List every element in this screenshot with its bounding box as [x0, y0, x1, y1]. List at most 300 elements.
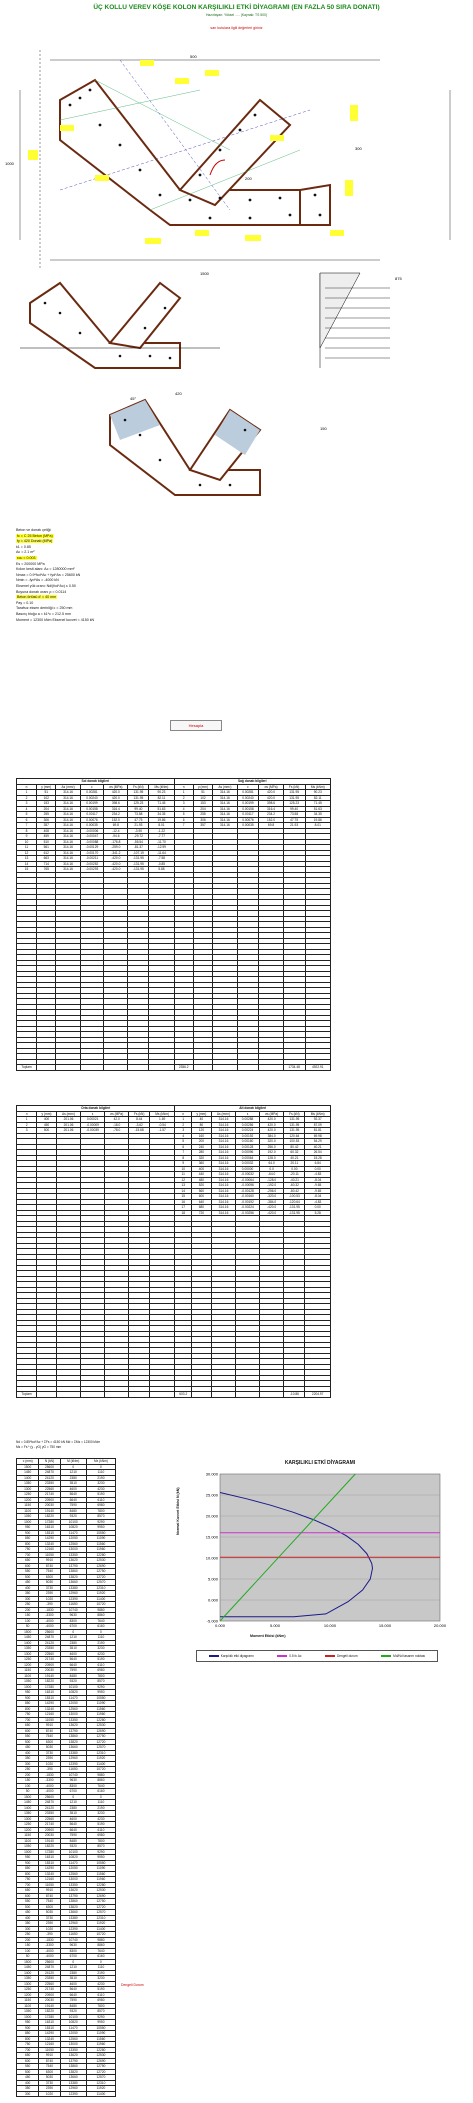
table-cell: 314.16: [211, 1188, 235, 1194]
table-cell: 8480: [60, 1673, 86, 1679]
table-cell: 11560: [86, 1541, 115, 1547]
table-cell: 12280: [86, 1717, 115, 1723]
table-cell: 1450: [17, 1800, 39, 1806]
table-cell: 1050: [17, 1844, 39, 1850]
table-cell: 600: [17, 2058, 39, 2064]
table-cell: 153: [193, 801, 212, 807]
table-cell: 201.06: [56, 1117, 80, 1123]
table-cell: 357: [193, 823, 212, 829]
table-cell: 13790: [60, 1563, 86, 1569]
table-cell: [259, 1065, 283, 1071]
table-cell: 255: [37, 812, 56, 818]
table-cell: 13790: [60, 1893, 86, 1899]
table-cell: -0.54: [149, 1122, 175, 1128]
table-cell: -3300: [39, 1943, 60, 1949]
table-cell: 420.0: [259, 1122, 284, 1128]
table-cell: 1350: [17, 1811, 39, 1817]
table-cell: 12390: [60, 2091, 86, 2097]
table-cell: 131.95: [284, 1117, 305, 1123]
table-cell: 650: [17, 1558, 39, 1564]
table-cell: -11.70: [149, 839, 174, 845]
table-cell: 500: [17, 1739, 39, 1745]
table-cell: 81.81: [305, 1128, 331, 1134]
table-cell: 90.23: [305, 790, 330, 796]
table-cell: -0.00009: [81, 1122, 105, 1128]
table-cell: -12.99: [149, 845, 174, 851]
column-header: M (kNm): [60, 1459, 86, 1465]
table-cell: 47.75: [128, 817, 149, 823]
table-cell: 0.00032: [236, 1161, 260, 1167]
table-cell: 11560: [86, 1871, 115, 1877]
table-cell: 17280: [39, 2014, 60, 2020]
table-cell: 12310: [86, 1750, 115, 1756]
table-cell: 2: [174, 795, 193, 801]
table-cell: 12160: [39, 1712, 60, 1718]
table-cell: 314.16: [56, 812, 80, 818]
total-value: 2356.2: [174, 1065, 193, 1071]
table-cell: 1210: [60, 1470, 86, 1476]
table-cell: [56, 1392, 80, 1398]
table-cell: 10100: [60, 1519, 86, 1525]
table-cell: 480: [192, 1177, 212, 1183]
table-cell: 2390: [39, 1756, 60, 1762]
table-cell: -0.00256: [236, 1210, 260, 1216]
table-cell: 40: [192, 1117, 212, 1123]
table-cell: 11560: [86, 2036, 115, 2042]
cover-input[interactable]: Beton örtüsü d' = 40 mm: [17, 595, 57, 600]
ecu-input[interactable]: εcu = 0.003: [17, 555, 36, 560]
table-cell: 10100: [60, 1684, 86, 1690]
column-header: As (mm²): [211, 1111, 235, 1117]
table-cell: 12720: [86, 2069, 115, 2075]
table-cell: 1350: [17, 1646, 39, 1652]
table-cell: 12720: [86, 1574, 115, 1580]
table-cell: 600: [17, 1893, 39, 1899]
table-cell: 6110: [86, 1497, 115, 1503]
table-cell: [259, 1392, 284, 1398]
table-cell: 384.0: [259, 1133, 284, 1139]
y-tick-label: 5.000: [207, 1576, 218, 1582]
legend-label: 0.5 fc Ac: [289, 1654, 302, 1658]
table-cell: -0.00096: [236, 1183, 260, 1189]
table-cell: 550: [17, 1734, 39, 1740]
total-value: -10.86: [284, 1392, 305, 1398]
table-cell: 12960: [60, 2086, 86, 2092]
table-cell: 2380: [60, 1970, 86, 1976]
table-cell: 314.16: [211, 1155, 235, 1161]
table-cell: -1830: [39, 1607, 60, 1613]
table-cell: 11050: [39, 1552, 60, 1558]
table-cell: 7540: [39, 1899, 60, 1905]
table-cell: 13380: [60, 1585, 86, 1591]
table-cell: 10720: [86, 1602, 115, 1608]
table-cell: 300: [17, 2091, 39, 2097]
table-cell: -4.83: [305, 1199, 331, 1205]
table-cell: 5640: [60, 1657, 86, 1663]
table-cell: 18220: [39, 1844, 60, 1850]
table-cell: [211, 1392, 235, 1398]
rebar-table-bottom: [16, 1105, 331, 1398]
table-cell: 82.11: [305, 795, 330, 801]
table-cell: 8.01: [305, 823, 330, 829]
table-cell: 450: [17, 1580, 39, 1586]
table-cell: 314.16: [211, 1199, 235, 1205]
table-cell: -40.21: [284, 1177, 305, 1183]
legend-label: Md/Nd tasarım noktası: [393, 1654, 426, 1658]
table-cell: 10820: [60, 1525, 86, 1531]
table-cell: 4230: [86, 1816, 115, 1822]
table-cell: 12050: [60, 1866, 86, 1872]
table-cell: 1500: [17, 1794, 39, 1800]
table-cell: 8860: [86, 1613, 115, 1619]
table-cell: 0.00199: [80, 801, 103, 807]
table-cell: 12750: [86, 1569, 115, 1575]
table-cell: 4230: [86, 1486, 115, 1492]
table-cell: 13240: [39, 1871, 60, 1877]
table-cell: [37, 1392, 57, 1398]
table-cell: [129, 1392, 149, 1398]
strain-diagram-drawing: [0, 268, 473, 378]
table-cell: 15310: [39, 1695, 60, 1701]
table-cell: -4000: [39, 1948, 60, 1954]
table-cell: 120: [192, 1128, 212, 1134]
table-cell: -12.4: [104, 828, 128, 834]
table-cell: 6300: [39, 1739, 60, 1745]
total-value: 4922.91: [305, 1065, 330, 1071]
y-tick-label: -5.000: [206, 1618, 218, 1624]
table-cell: 1000: [17, 1519, 39, 1525]
column-header: c (mm): [17, 1459, 39, 1465]
table-cell: [237, 1065, 259, 1071]
table-cell: -420.0: [104, 867, 128, 873]
table-cell: 10550: [86, 1530, 115, 1536]
x-tick-label: 15.000: [378, 1623, 392, 1628]
table-cell: 22560: [39, 1816, 60, 1822]
table-cell: 9320: [60, 1844, 86, 1850]
table-cell: 125.23: [128, 801, 149, 807]
table-cell: 6300: [39, 2069, 60, 2075]
total-value: 2204.97: [305, 1392, 331, 1398]
table-cell: 5640: [60, 1987, 86, 1993]
table-cell: 314.16: [56, 839, 80, 845]
table-cell: 99.40: [283, 806, 305, 812]
table-cell: 3510: [60, 1481, 86, 1487]
table-cell: 1: [17, 790, 37, 796]
table-cell: 13000: [60, 1712, 86, 1718]
table-cell: 22560: [39, 1486, 60, 1492]
calculate-button[interactable]: Hesapla: [170, 720, 222, 731]
table-cell: 3730: [39, 2080, 60, 2086]
table-cell: 714: [37, 861, 56, 867]
table-cell: 4600: [60, 1816, 86, 1822]
table-cell: 314.16: [211, 1122, 235, 1128]
chart-title: KARŞILIKLI ETKİ DİYAGRAMI: [284, 1460, 356, 1466]
table-cell: -4000: [39, 1954, 60, 1960]
table-cell: 2: [175, 1122, 192, 1128]
table-cell: 420.0: [259, 1128, 284, 1134]
table-cell: -128.0: [259, 1177, 284, 1183]
table-cell: 320: [192, 1155, 212, 1161]
table-cell: 1020: [39, 1926, 60, 1932]
table-cell: 350: [17, 2086, 39, 2092]
param-line: Kolon kesit alanı: Ac = 1280000 mm²: [16, 567, 75, 572]
table-cell: 0: [60, 1959, 86, 1965]
table-cell: -15.68: [129, 1128, 149, 1134]
table-cell: 234.2: [104, 812, 128, 818]
table-cell: 6160: [86, 1624, 115, 1630]
table-cell: 1110: [86, 1470, 115, 1476]
table-cell: -1830: [39, 1772, 60, 1778]
table-cell: 13860: [60, 1569, 86, 1575]
table-cell: 12570: [86, 1580, 115, 1586]
table-cell: 250: [17, 1932, 39, 1938]
table-cell: 15310: [39, 2025, 60, 2031]
table-cell: 3: [174, 801, 193, 807]
table-cell: 3230: [86, 1811, 115, 1817]
table-cell: 1100: [17, 2003, 39, 2009]
table-cell: -341.2: [104, 850, 128, 856]
table-cell: 1500: [17, 1629, 39, 1635]
table-cell: 314.16: [56, 790, 80, 796]
table-cell: 69.8: [104, 823, 128, 829]
table-cell: 1050: [17, 2009, 39, 2015]
table-cell: 314.16: [211, 1194, 235, 1200]
table-cell: 16310: [39, 1855, 60, 1861]
table-cell: -176.8: [104, 839, 128, 845]
table-cell: 1210: [60, 1635, 86, 1641]
table-cell: 1350: [17, 1976, 39, 1982]
table-cell: 314.16: [56, 850, 80, 856]
legend-item: [381, 1654, 425, 1658]
table-cell: 18: [175, 1210, 192, 1216]
table-cell: 1000: [17, 2014, 39, 2020]
table-cell: 2: [17, 1122, 37, 1128]
table-cell: 700: [17, 1882, 39, 1888]
table-cell: 550: [17, 2064, 39, 2070]
y-tick-label: 30.000: [205, 1471, 218, 1477]
table-cell: 1100: [17, 1673, 39, 1679]
table-cell: 10100: [60, 1849, 86, 1855]
table-cell: 7590: [60, 1503, 86, 1509]
table-cell: 192.0: [259, 1150, 284, 1156]
table-cell: 0.00192: [236, 1133, 260, 1139]
table-cell: 5: [175, 1139, 192, 1145]
table-cell: 314.16: [211, 1117, 235, 1123]
table-cell: 1: [174, 790, 193, 796]
table-cell: 900: [17, 1695, 39, 1701]
param-line: Nmin = -fyd*As = -4000 kN: [16, 578, 59, 583]
table-cell: 9910: [39, 1888, 60, 1894]
table-cell: 1050: [17, 1514, 39, 1520]
table-cell: 7640: [86, 1783, 115, 1789]
table-cell: -4.83: [305, 1172, 331, 1178]
table-cell: 24120: [39, 1970, 60, 1976]
formula-line: Ms = Fs * (y - yG) yG = 750 mm: [16, 1444, 62, 1449]
table-cell: 450: [37, 1122, 57, 1128]
table-cell: 6: [17, 817, 37, 823]
table-cell: 51: [193, 790, 212, 796]
table-cell: 2190: [86, 1475, 115, 1481]
table-cell: 21.93: [283, 823, 305, 829]
table-cell: 12690: [86, 1893, 115, 1899]
table-cell: 0.00158: [80, 806, 103, 812]
column-header: ε: [81, 1111, 105, 1117]
table-cell: 0.00256: [236, 1122, 260, 1128]
table-cell: 12720: [86, 1739, 115, 1745]
table-cell: -11.64: [149, 850, 174, 856]
param-line: Boyuna donatı oranı ρ = 0.0114: [16, 589, 67, 594]
table-cell: 850: [17, 1866, 39, 1872]
table-cell: 9910: [39, 1558, 60, 1564]
table-cell: 12: [17, 850, 37, 856]
total-label: Toplam: [17, 1392, 37, 1398]
table-cell: 12960: [60, 1591, 86, 1597]
table-cell: 1110: [86, 1965, 115, 1971]
table-cell: 9630: [60, 1943, 86, 1949]
param-line: Pay = 0.10: [16, 600, 34, 605]
table-cell: 0.00281: [80, 790, 103, 796]
table-cell: 15: [175, 1194, 192, 1200]
table-cell: 201.06: [56, 1122, 80, 1128]
fc-input[interactable]: fc = C 25 Beton (MPa): [17, 533, 53, 538]
table-cell: 1020: [39, 1596, 60, 1602]
table-cell: 2190: [86, 1640, 115, 1646]
table-cell: 11050: [39, 1882, 60, 1888]
table-cell: [104, 1392, 129, 1398]
table-cell: 2380: [60, 1805, 86, 1811]
fy-input[interactable]: fy = 420 Donatı (MPa): [17, 539, 53, 544]
table-cell: 13660: [60, 1910, 86, 1916]
table-cell: 0.00199: [237, 801, 259, 807]
table-cell: -78.0: [104, 1128, 129, 1134]
table-cell: 6110: [86, 1827, 115, 1833]
table-cell: 560: [192, 1188, 212, 1194]
table-cell: 23350: [39, 1481, 60, 1487]
table-cell: 765: [37, 867, 56, 873]
table-cell: 5030: [39, 1580, 60, 1586]
table-cell: 21740: [39, 1987, 60, 1993]
table-cell: 650: [17, 1888, 39, 1894]
column-header: Ms (kNm): [305, 1111, 331, 1117]
table-cell: 12560: [60, 1706, 86, 1712]
table-cell: 13000: [60, 2042, 86, 2048]
table-cell: 14290: [39, 2031, 60, 2037]
dim-150-label: 150: [320, 426, 327, 431]
plot-area: [220, 1474, 440, 1621]
table-cell: 12750: [86, 1899, 115, 1905]
table-cell: 152.0: [259, 817, 283, 823]
column-header: N (kN): [39, 1459, 60, 1465]
table-cell: 6110: [86, 1662, 115, 1668]
table-cell: 12280: [86, 1882, 115, 1888]
chart-legend: [196, 1650, 438, 1662]
table-cell: 51: [37, 790, 56, 796]
table-cell: 950: [17, 1855, 39, 1861]
table-cell: 10: [175, 1166, 192, 1172]
table-cell: 13350: [60, 1552, 86, 1558]
table-cell: 16310: [39, 2020, 60, 2026]
table-cell: 420.0: [259, 1117, 284, 1123]
table-cell: 80.42: [284, 1144, 305, 1150]
table-cell: 350: [17, 1756, 39, 1762]
table-cell: 8480: [60, 2003, 86, 2009]
table-cell: [193, 1065, 212, 1071]
table-cell: 0.00240: [80, 795, 103, 801]
table-cell: 17280: [39, 1519, 60, 1525]
table-cell: 0.00158: [237, 806, 259, 812]
table-cell: 73.58: [128, 812, 149, 818]
table-cell: 13820: [60, 1574, 86, 1580]
table-cell: 9910: [39, 2053, 60, 2059]
table-cell: 12560: [60, 1871, 86, 1877]
table-cell: 152.0: [104, 817, 128, 823]
table-cell: -7.58: [149, 856, 174, 862]
table-cell: 6700: [60, 1954, 86, 1960]
table-cell: 1.69: [149, 1117, 175, 1123]
dim-1000-label: 1000: [5, 161, 14, 166]
table-cell: 316.4: [104, 806, 128, 812]
table-cell: 680: [192, 1205, 212, 1211]
table-cell: 50: [17, 1954, 39, 1960]
table-cell: 850: [17, 1536, 39, 1542]
table-cell: -1.22: [149, 828, 174, 834]
table-cell: 128.0: [259, 1155, 284, 1161]
table-cell: 11650: [60, 1602, 86, 1608]
x-tick-label: 20.000: [433, 1623, 447, 1628]
table-cell: 102: [193, 795, 212, 801]
table-cell: 1150: [17, 1503, 39, 1509]
table-cell: 900: [17, 2025, 39, 2031]
table-cell: 12960: [60, 1756, 86, 1762]
table-cell: 1300: [17, 1651, 39, 1657]
table-cell: 16310: [39, 1525, 60, 1531]
table-cell: 400: [192, 1166, 212, 1172]
table-cell: 5190: [86, 1657, 115, 1663]
table-cell: -4000: [39, 1789, 60, 1795]
table-cell: 20900: [39, 1662, 60, 1668]
table-cell: 9630: [60, 1778, 86, 1784]
table-cell: 1250: [17, 1492, 39, 1498]
table-cell: 9290: [86, 1519, 115, 1525]
table-cell: 34.35: [149, 812, 174, 818]
table-cell: -100.53: [284, 1194, 305, 1200]
table-cell: 7800: [86, 1508, 115, 1514]
chart-x-axis-label: Moment Etkisi (kNm): [250, 1634, 286, 1638]
table-cell: 24870: [39, 1800, 60, 1806]
table-cell: 1000: [17, 1684, 39, 1690]
table-cell: 12280: [86, 1552, 115, 1558]
table-cell: -131.95: [284, 1210, 305, 1216]
table-cell: 9910: [39, 1723, 60, 1729]
table-cell: 99.40: [128, 806, 149, 812]
table-cell: 8300: [60, 1783, 86, 1789]
table-cell: 42.0: [104, 1117, 129, 1123]
table-cell: 11470: [60, 1695, 86, 1701]
table-cell: -320.0: [259, 1194, 284, 1200]
total-value: 1734.48: [283, 1065, 305, 1071]
table-cell: 550: [17, 1899, 39, 1905]
table-cell: 9880: [86, 1937, 115, 1943]
table-cell: -0.00047: [80, 834, 103, 840]
table-cell: -0.00064: [236, 1177, 260, 1183]
table-cell: 4600: [60, 1486, 86, 1492]
table-cell: 314.16: [56, 806, 80, 812]
param-line: Ac = 2.1 m²: [16, 550, 35, 555]
table-cell: 1000: [17, 1849, 39, 1855]
table-cell: 6: [175, 1144, 192, 1150]
table-cell: 398.6: [104, 801, 128, 807]
table-cell: [236, 1392, 260, 1398]
